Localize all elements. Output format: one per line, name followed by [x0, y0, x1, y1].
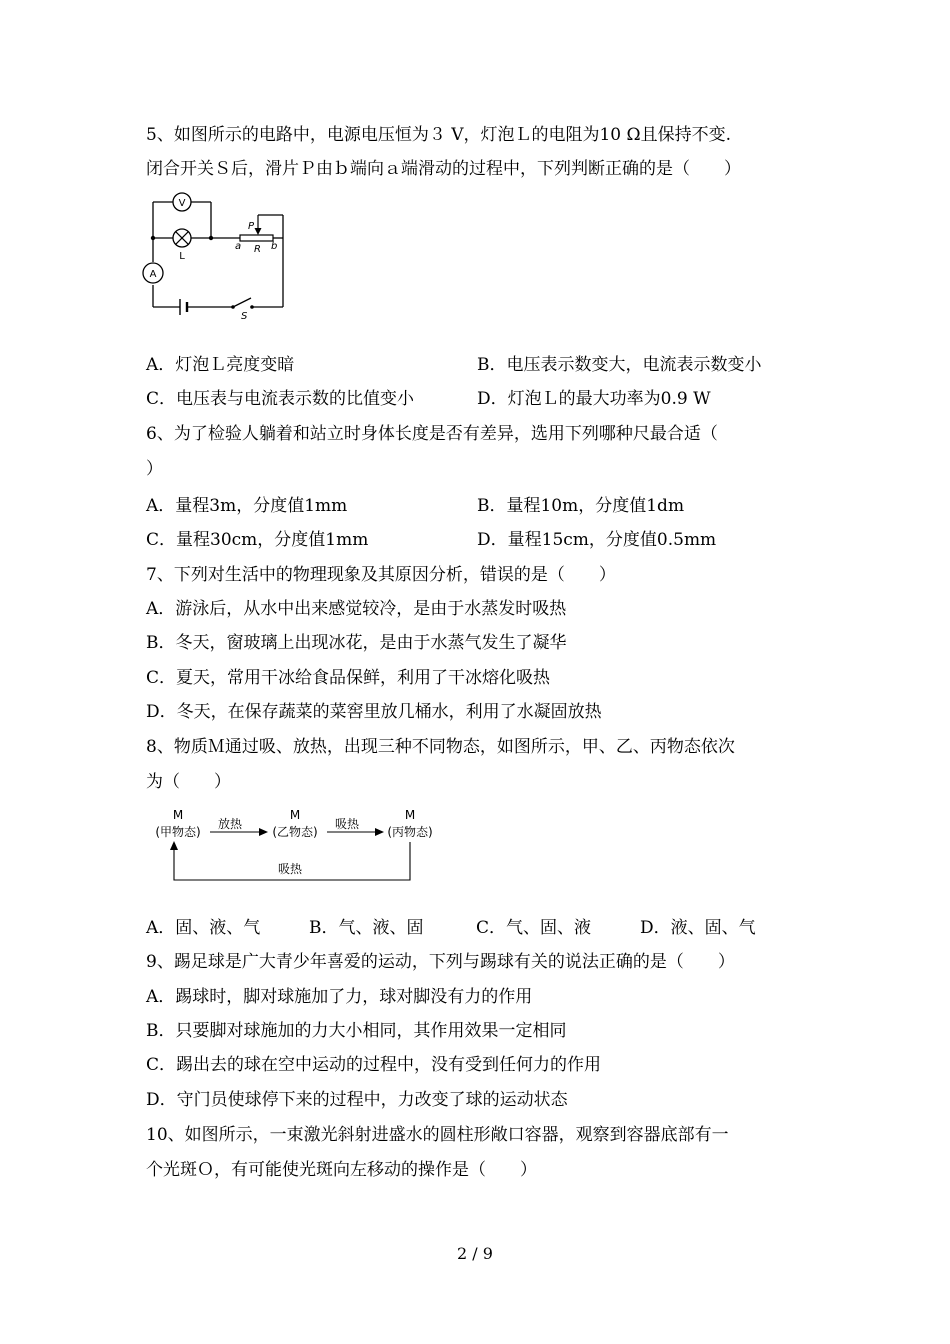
q7-stem: 7、下列对生活中的物理现象及其原因分析，错误的是（ ） [146, 565, 616, 585]
q5-option-d: D．灯泡Ｌ的最大功率为0.9 W [477, 389, 711, 409]
q5-option-b: B．电压表示数变大，电流表示数变小 [477, 355, 762, 375]
switch-label: S [241, 311, 248, 322]
q6-option-c: C．量程30cm，分度值1mm [146, 530, 369, 550]
state2-label: (乙物态) [272, 825, 318, 839]
q8-stem-line2: 为（ ） [146, 772, 231, 792]
end-b-label: b [271, 241, 278, 252]
arrow3-label: 吸热 [277, 862, 303, 876]
arrow1-label: 放热 [217, 817, 243, 831]
q5-stem-line1: 5、如图所示的电路中，电源电压恒为３ V，灯泡Ｌ的电阻为10 Ω且保持不变. [146, 125, 732, 145]
lamp-label: L [179, 251, 185, 262]
q7-option-c: C．夏天，常用干冰给食品保鲜，利用了干冰熔化吸热 [146, 668, 551, 688]
state1-label: (甲物态) [155, 825, 201, 839]
q8-stem-line1: 8、物质Ｍ通过吸、放热，出现三种不同物态，如图所示，甲、乙、丙物态依次 [146, 737, 735, 757]
q9-option-a: A．踢球时，脚对球施加了力，球对脚没有力的作用 [146, 987, 533, 1007]
voltmeter-label: V [178, 198, 186, 209]
q8-option-a: A．固、液、气 [146, 918, 261, 938]
q5-stem-line2: 闭合开关Ｓ后，滑片Ｐ由ｂ端向ａ端滑动的过程中，下列判断正确的是（ ） [146, 159, 741, 179]
state3-label: (丙物态) [387, 825, 433, 839]
q9-stem: 9、踢足球是广大青少年喜爱的运动，下列与踢球有关的说法正确的是（ ） [146, 952, 735, 972]
q8-option-b: B．气、液、固 [309, 918, 424, 938]
slider-label: P [248, 221, 255, 232]
arrow2-label: 吸热 [334, 817, 360, 831]
q9-option-b: B．只要脚对球施加的力大小相同，其作用效果一定相同 [146, 1021, 567, 1041]
q10-stem-line1: 10、如图所示，一束激光斜射进盛水的圆柱形敞口容器，观察到容器底部有一 [146, 1125, 729, 1145]
q6-option-b: B．量程10m，分度值1dm [477, 496, 685, 516]
q7-option-b: B．冬天，窗玻璃上出现冰花，是由于水蒸气发生了凝华 [146, 633, 567, 653]
q9-option-d: D．守门员使球停下来的过程中，力改变了球的运动状态 [146, 1090, 568, 1110]
q6-stem-line1: 6、为了检验人躺着和站立时身体长度是否有差异，选用下列哪种尺最合适（ [146, 424, 718, 444]
q5-option-a: A．灯泡Ｌ亮度变暗 [146, 355, 295, 375]
q10-stem-line2: 个光斑Ｏ，有可能使光斑向左移动的操作是（ ） [146, 1160, 537, 1180]
q6-option-a: A．量程3m，分度值1mm [146, 496, 348, 516]
q7-option-d: D．冬天，在保存蔬菜的菜窖里放几桶水，利用了水凝固放热 [146, 702, 602, 722]
q6-stem-line2: ） [146, 459, 163, 479]
q5-option-c: C．电压表与电流表示数的比值变小 [146, 389, 415, 409]
state-change-diagram [140, 804, 450, 884]
circuit-diagram [140, 188, 290, 324]
page-number: 2 / 9 [457, 1244, 493, 1263]
end-a-label: a [235, 241, 242, 252]
ammeter-label: A [149, 269, 157, 280]
q8-option-c: C．气、固、液 [476, 918, 592, 938]
state3-m-label: M [404, 808, 416, 822]
resistor-label: R [254, 244, 261, 255]
q9-option-c: C．踢出去的球在空中运动的过程中，没有受到任何力的作用 [146, 1055, 602, 1075]
rheostat-symbol [240, 235, 273, 241]
q8-option-d: D．液、固、气 [640, 918, 756, 938]
state1-m-label: M [172, 808, 184, 822]
state2-m-label: M [289, 808, 301, 822]
q7-option-a: A．游泳后，从水中出来感觉较冷，是由于水蒸发时吸热 [146, 599, 567, 619]
q6-option-d: D．量程15cm，分度值0.5mm [477, 530, 717, 550]
